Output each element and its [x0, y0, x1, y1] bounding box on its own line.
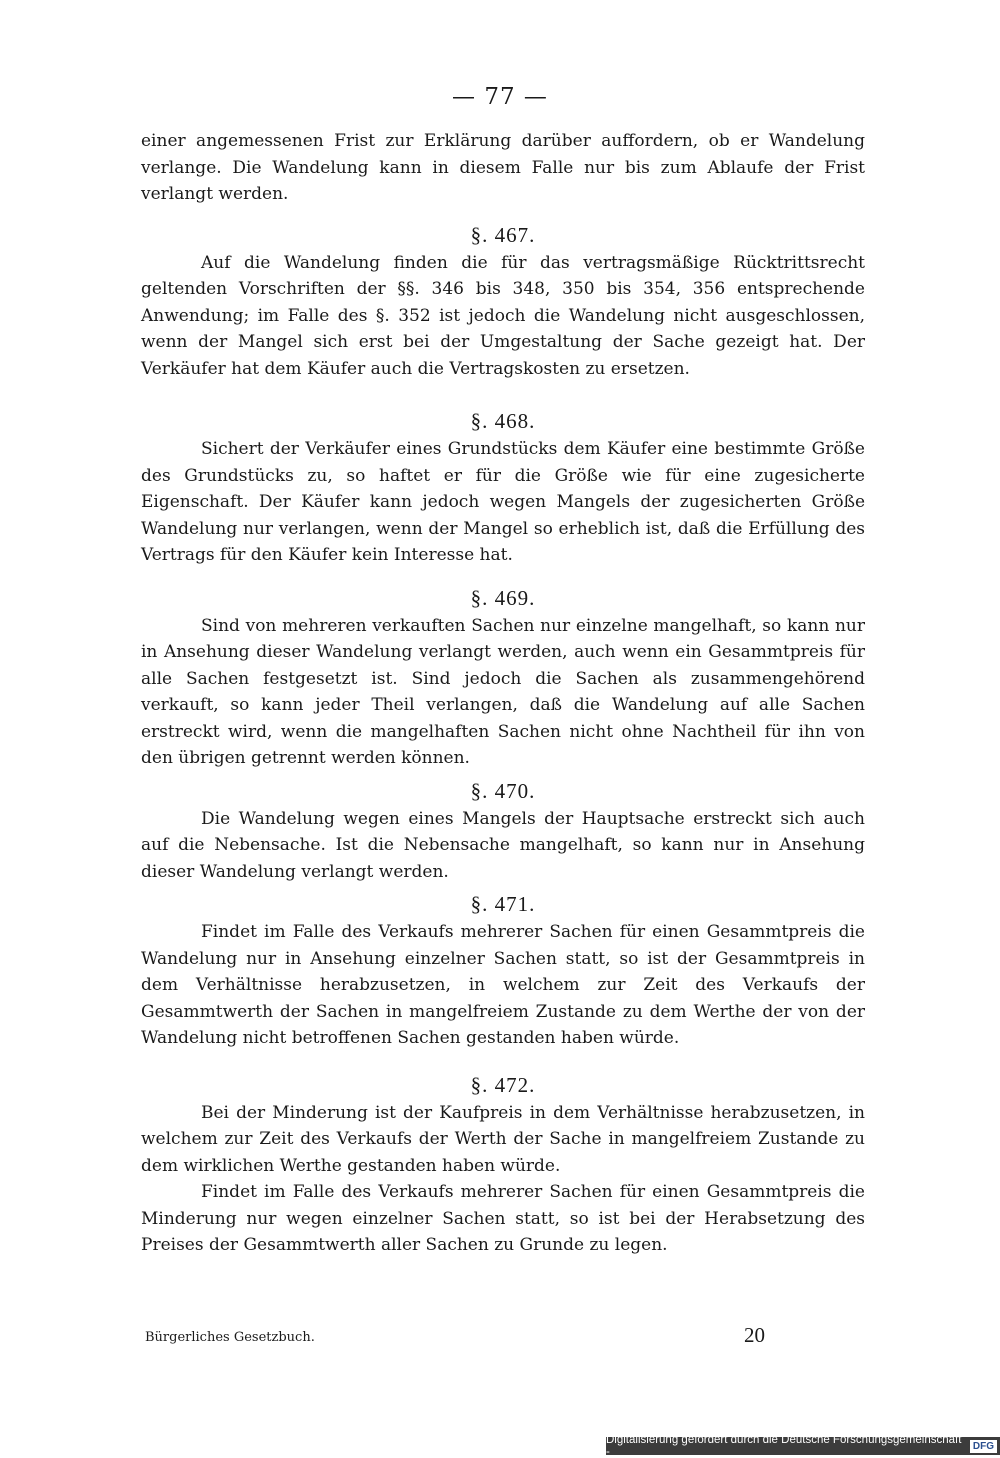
section-467: [141, 220, 865, 383]
section-heading: §. 468.: [470, 409, 536, 433]
document-body: [141, 128, 865, 1259]
section-468: [141, 406, 865, 569]
page-number: — 77 —: [452, 84, 548, 110]
section-paragraph: Findet im Falle des Verkaufs mehrerer Sachen für einen Gesammtpreis die Wandelung nur in Ansehung einzelner Sachen statt, so ist der Gesammtpreis in dem Verhältnisse herabzusetzen, in welchem zur Zeit des Verkaufs der Gesammtwerth der Sachen in mangelfreiem Zustande zu dem Werthe der von der Wandelung nicht betroffenen Sachen gestanden haben würde.: [141, 922, 865, 1048]
footer-book-title: Bürgerliches Gesetzbuch.: [145, 1330, 315, 1345]
section-heading: §. 472.: [470, 1072, 536, 1097]
section-469: [141, 583, 865, 772]
dfg-banner-text: Digitalisierung gefördert durch die Deutsche Forschungsgemeinschaft -: [606, 1434, 962, 1458]
section-paragraph: Sind von mehreren verkauften Sachen nur einzelne mangelhaft, so kann nur in Ansehung dieser Wandelung verlangt werden, auch wenn ein Gesammtpreis für alle Sachen festgesetzt ist. Sind jedoch die Sachen als zusammengehörend verkauft, so kann jeder Theil verlangen, daß die Wandelung auf alle Sachen erstreckt wird, wenn die mangelhaften Sachen nicht ohne Nachtheil für ihn von den übrigen getrennt werden können.: [141, 615, 865, 768]
section-paragraph: Sichert der Verkäufer eines Grundstücks dem Käufer eine bestimmte Größe des Grundstücks zu, so haftet er für die Größe wie für eine zugesicherte Eigenschaft. Der Käufer kann jedoch wegen Mangels der zugesicherten Größe Wandelung nur verlangen, wenn der Mangel so erheblich ist, daß die Erfüllung des Vertrags für den Käufer kein Interesse hat.: [141, 439, 865, 565]
section-heading: §. 470.: [470, 778, 536, 803]
section-470: [141, 776, 865, 886]
dfg-banner[interactable]: [606, 1434, 1000, 1458]
section-heading: §. 471.: [470, 892, 536, 916]
section-paragraph: Auf die Wandelung finden die für das vertragsmäßige Rücktrittsrecht geltenden Vorschriften der §§. 346 bis 348, 350 bis 354, 356 entsprechende Anwendung; im Falle des §. 352 ist jedoch die Wandelung nicht ausgeschlossen, wenn der Mangel sich erst bei der Umgestaltung der Sache gezeigt hat. Der Verkäufer hat dem Käufer auch die Vertragskosten zu ersetzen.: [141, 252, 865, 379]
footer-signature-mark: 20: [744, 1323, 765, 1347]
intro-paragraph: einer angemessenen Frist zur Erklärung darüber auffordern, ob er Wandelung verlange. Die Wandelung kann in diesem Falle nur bis zum Ablaufe der Frist verlangt werden.: [141, 131, 865, 204]
section-heading: §. 469.: [470, 585, 536, 610]
section-472: [141, 1070, 865, 1259]
section-paragraph: Die Wandelung wegen eines Mangels der Hauptsache erstreckt sich auch auf die Nebensache. Ist die Nebensache mangelhaft, so kann nur in Ansehung dieser Wandelung verlangt werden.: [141, 808, 865, 882]
section-heading: §. 467.: [470, 222, 536, 247]
section-paragraph: Findet im Falle des Verkaufs mehrerer Sachen für einen Gesammtpreis die Minderung nur wegen einzelner Sachen statt, so ist bei der Herabsetzung des Preises der Gesammtwerth aller Sachen zu Grunde zu legen.: [141, 1182, 865, 1255]
section-paragraph: Bei der Minderung ist der Kaufpreis in dem Verhältnisse herabzusetzen, in welchem zur Zeit des Verkaufs der Werth der Sache in mangelfreiem Zustande zu dem wirklichen Werthe gestanden haben würde.: [141, 1102, 865, 1176]
dfg-logo-icon: DFG: [970, 1440, 997, 1453]
section-471: [141, 889, 865, 1052]
